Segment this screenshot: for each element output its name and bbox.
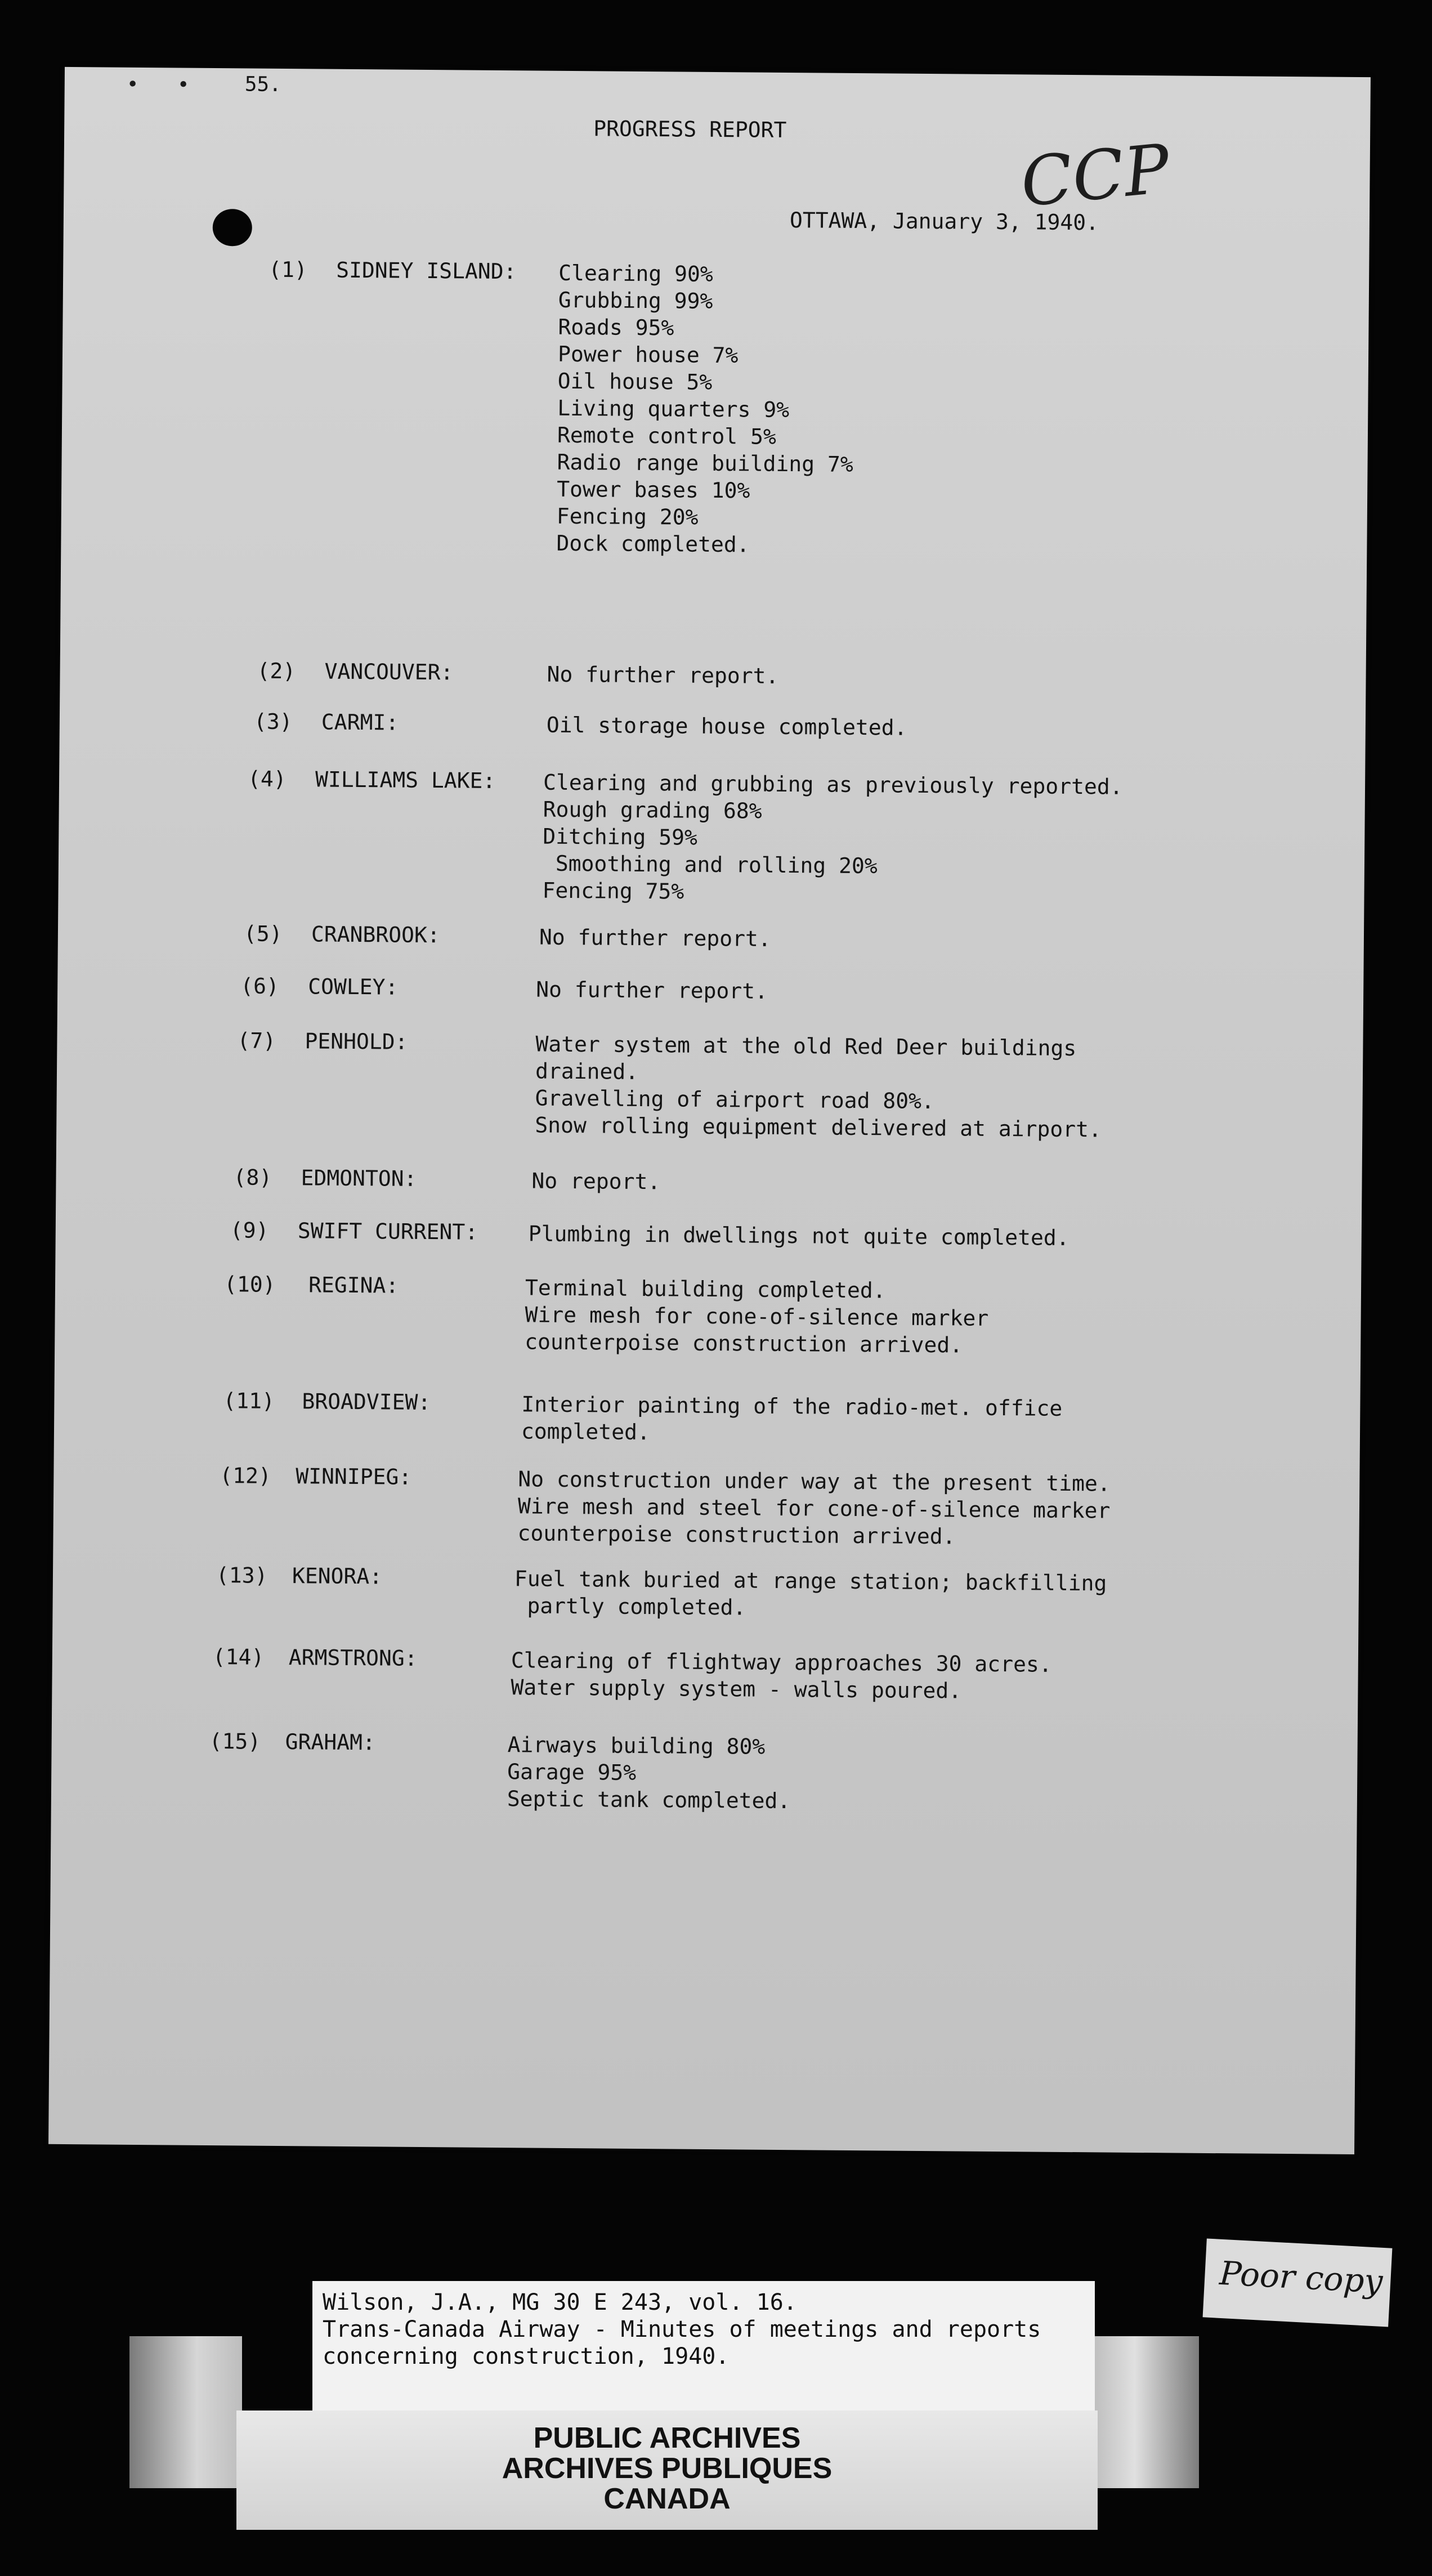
entry-location: WINNIPEG: (296, 1464, 412, 1490)
report-entry (55, 1271, 1361, 1358)
report-entry (58, 920, 1364, 951)
binding-tab-right (1092, 2336, 1199, 2488)
entry-detail-line: Clearing 90% (558, 260, 713, 287)
entry-detail-line: Fencing 20% (556, 503, 699, 530)
entry-detail-line: Interior painting of the radio-met. office (521, 1392, 1063, 1421)
entry-detail-line: Oil storage house completed. (546, 712, 907, 740)
entry-detail-line: Airways building 80% (507, 1732, 766, 1759)
entry-number: (4) (247, 766, 287, 792)
entry-detail-line: Roads 95% (558, 314, 674, 341)
entry-detail-line: Power house 7% (557, 341, 739, 368)
entry-details (542, 769, 1122, 909)
entry-detail-line: Water system at the old Red Deer buildings (535, 1031, 1077, 1061)
archive-reference-label (312, 2281, 1095, 2412)
entry-detail-line: Oil house 5% (557, 368, 713, 395)
report-entry (63, 256, 1369, 557)
entry-location: CRANBROOK: (311, 922, 440, 948)
entry-detail-line: No further report. (547, 661, 779, 688)
document-page (48, 67, 1371, 2154)
entry-number: (5) (243, 921, 283, 946)
entry-detail-line: Grubbing 99% (558, 287, 713, 314)
archive-label-line: concerning construction, 1940. (323, 2344, 730, 2369)
entry-details (547, 661, 778, 690)
entry-detail-line: Rough grading 68% (543, 797, 762, 824)
report-entry (60, 657, 1366, 688)
poor-copy-note (1203, 2238, 1393, 2327)
poor-copy-text: Poor copy (1218, 2253, 1384, 2301)
entry-number: (1) (268, 257, 308, 283)
entry-detail-line: Radio range building 7% (557, 449, 853, 477)
entry-details (529, 1220, 1069, 1251)
report-entry (59, 765, 1365, 904)
entry-details (539, 924, 771, 952)
archive-stamp-line: PUBLIC ARCHIVES (533, 2422, 801, 2454)
entry-detail-line: Water supply system - walls poured. (511, 1675, 962, 1703)
page-edge (65, 2148, 1371, 2155)
entry-details (556, 260, 854, 559)
entry-location: EDMONTON: (301, 1165, 417, 1191)
punch-hole (213, 209, 253, 247)
entry-detail-line: No further report. (536, 977, 768, 1004)
binding-tab-left (129, 2336, 242, 2488)
entry-location: COWLEY: (308, 974, 399, 1000)
entry-detail-line: Wire mesh for cone-of-silence marker (525, 1302, 989, 1331)
report-entry (53, 1562, 1359, 1620)
page-number: 55. (244, 73, 281, 96)
report-entry (56, 1217, 1362, 1250)
entry-detail-line: No construction under way at the present time. (518, 1466, 1111, 1496)
report-entry (56, 1164, 1362, 1195)
entry-location: CARMI: (321, 709, 399, 735)
report-entry (52, 1728, 1358, 1814)
entry-number: (3) (253, 709, 293, 735)
entry-detail-line: Clearing and grubbing as previously reported. (543, 770, 1123, 799)
entry-details (517, 1465, 1110, 1551)
entry-location: BROADVIEW: (302, 1389, 431, 1415)
entry-location: GRAHAM: (285, 1729, 376, 1755)
entry-detail-line: Gravelling of airport road 80%. (535, 1085, 935, 1114)
archive-stamp-line: CANADA (603, 2483, 731, 2515)
entry-number: (11) (223, 1388, 275, 1414)
entry-number: (2) (257, 658, 296, 684)
entry-detail-line: No further report. (539, 924, 771, 951)
report-entry (55, 1387, 1361, 1445)
archive-stamp-line: ARCHIVES PUBLIQUES (502, 2452, 833, 2485)
page-title: PROGRESS REPORT (593, 116, 787, 142)
entry-details (531, 1167, 660, 1195)
page-corner-mark: • (126, 73, 139, 96)
entry-location: SWIFT CURRENT: (297, 1218, 478, 1245)
entry-details (514, 1565, 1107, 1624)
entry-number: (10) (223, 1272, 276, 1297)
entry-detail-line: Dock completed. (556, 530, 750, 557)
entry-detail-line: partly completed. (514, 1593, 746, 1620)
entry-location: WILLIAMS LAKE: (315, 767, 496, 793)
report-entry (60, 708, 1366, 740)
entry-detail-line: Smoothing and rolling 20% (542, 851, 878, 879)
entry-detail-line: Ditching 59% (543, 824, 698, 850)
handwritten-initials: CCP (1017, 129, 1174, 222)
entry-detail-line: drained. (535, 1058, 639, 1084)
entry-details (547, 712, 907, 741)
archive-label-line: Wilson, J.A., MG 30 E 243, vol. 16. (323, 2289, 797, 2315)
entry-number: (15) (209, 1728, 261, 1754)
entry-location: PENHOLD: (305, 1028, 408, 1054)
entry-details (525, 1274, 989, 1358)
entry-detail-line: Fencing 75% (542, 878, 684, 904)
entry-detail-line: completed. (521, 1419, 650, 1445)
entry-details (507, 1731, 791, 1814)
report-entry (57, 972, 1363, 1004)
entry-location: REGINA: (308, 1272, 399, 1298)
entry-number: (8) (233, 1165, 272, 1190)
report-entry (52, 1643, 1358, 1703)
entry-details (536, 976, 768, 1005)
entry-location: KENORA: (292, 1563, 383, 1589)
entry-detail-line: Living quarters 9% (557, 395, 790, 423)
entry-details (511, 1647, 1052, 1705)
entry-detail-line: counterpoise construction arrived. (517, 1520, 956, 1549)
archive-stamp-strip (236, 2410, 1098, 2530)
entry-detail-line: Snow rolling equipment delivered at airport. (535, 1112, 1102, 1142)
entry-number: (12) (220, 1463, 272, 1488)
entry-detail-line: counterpoise construction arrived. (525, 1329, 963, 1358)
report-entry (57, 1027, 1363, 1142)
report-entry (54, 1462, 1360, 1549)
entry-detail-line: Clearing of flightway approaches 30 acres. (511, 1648, 1052, 1677)
entry-detail-line: Terminal building completed. (525, 1275, 886, 1303)
entry-details (521, 1390, 1063, 1449)
entry-detail-line: Garage 95% (507, 1759, 637, 1785)
entry-number: (6) (240, 973, 280, 999)
entry-number: (13) (216, 1563, 268, 1588)
entry-location: VANCOUVER: (324, 659, 454, 685)
page-corner-mark: • (177, 73, 190, 97)
entry-number: (9) (230, 1218, 269, 1243)
entry-location: SIDNEY ISLAND: (336, 257, 517, 284)
entry-details (535, 1031, 1102, 1143)
entry-detail-line: No report. (531, 1168, 661, 1195)
archive-label-line: Trans-Canada Airway - Minutes of meetings and reports (323, 2316, 1041, 2342)
entry-detail-line: Tower bases 10% (557, 476, 750, 503)
entry-detail-line: Plumbing in dwellings not quite completed. (528, 1221, 1069, 1250)
entry-number: (14) (212, 1644, 265, 1670)
entry-detail-line: Wire mesh and steel for cone-of-silence marker (517, 1493, 1111, 1523)
dateline: OTTAWA, January 3, 1940. (789, 208, 1099, 235)
entry-detail-line: Fuel tank buried at range station; backfilling (514, 1566, 1107, 1596)
entry-number: (7) (237, 1028, 276, 1053)
entry-detail-line: Septic tank completed. (507, 1786, 791, 1814)
entry-location: ARMSTRONG: (288, 1645, 418, 1671)
entry-detail-line: Remote control 5% (557, 422, 777, 449)
